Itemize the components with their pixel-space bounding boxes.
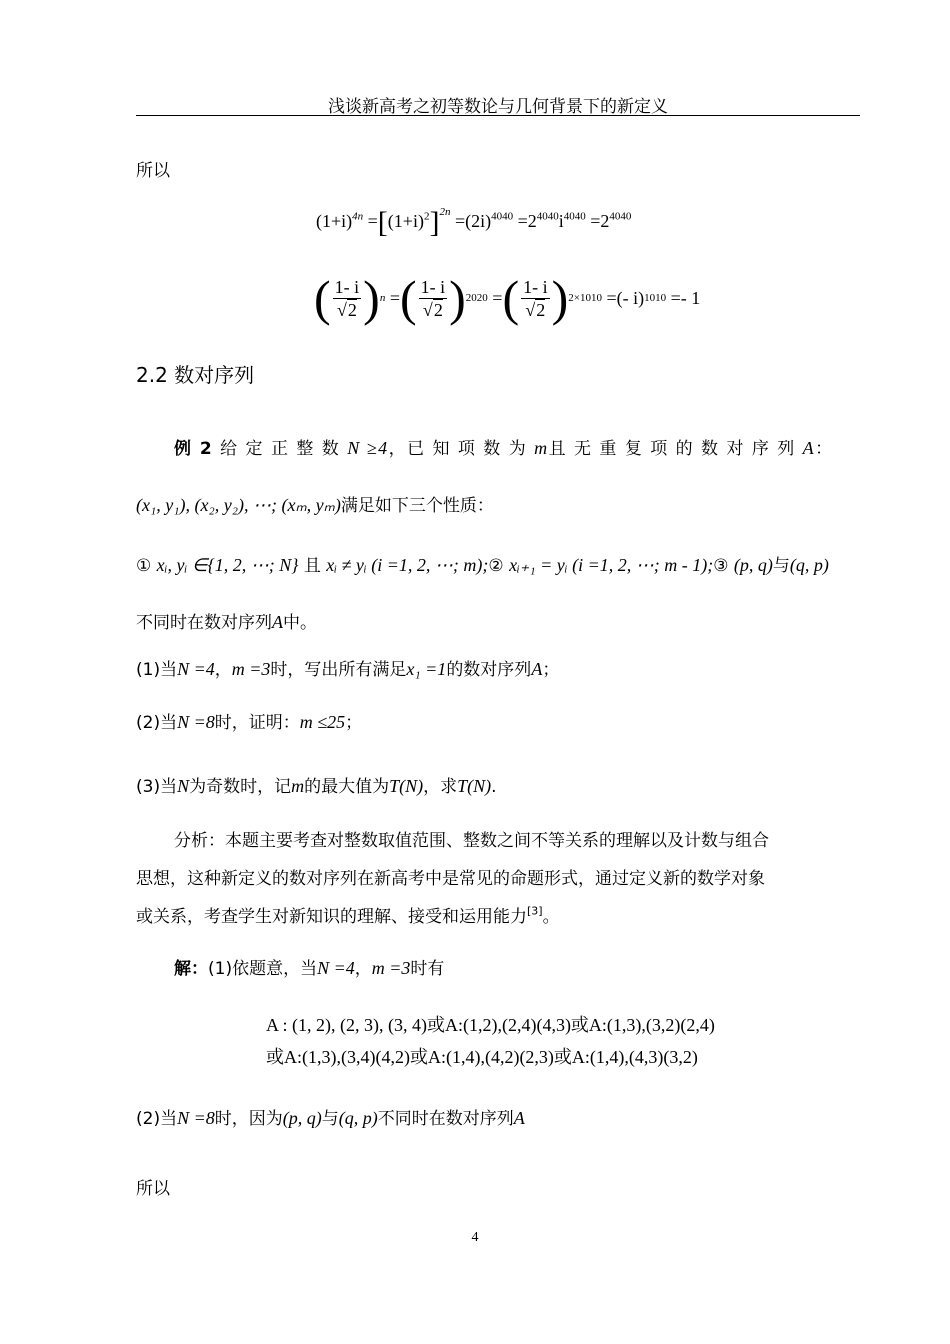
page-header: 浅谈新高考之初等数论与几何背景下的新定义	[328, 97, 668, 117]
answer-line-2: 或A:(1,3),(3,4)(4,2)或A:(1,4),(4,2)(2,3)或A:(1,4),(4,3)(3,2)	[266, 1047, 698, 1067]
answer-line-1: A : (1, 2), (2, 3), (3, 4)或A:(1,2),(2,4)(4,3)或A:(1,3),(3,2)(2,4)	[266, 1015, 715, 1035]
sequence-line	[136, 491, 494, 516]
example-intro	[174, 434, 834, 459]
example-colon: ：	[815, 439, 834, 459]
prop2-mark: ②	[488, 556, 504, 576]
equation-2: ( $\frac{1- i}{√2}$ ) n = ( $\frac{1- i}{√2}$ ) 2020 = ( $\frac{1- i}{√2}$ ) 2×1010 =(- i) 1010 =- 1	[314, 270, 701, 326]
prop2-expr: xᵢ₊₁ = yᵢ (i =1, 2, ⋯; m - 1);	[509, 555, 714, 575]
prop3-qp: (q, p)	[789, 555, 829, 575]
question-1: (1)当N =4，m =3时，写出所有满足x₁ =1的数对序列A；	[136, 659, 560, 680]
eq1-step2: =(2i)	[454, 211, 492, 232]
solution-part-1: 解：(1)依题意，当N =4，m =3时有	[174, 958, 445, 979]
prop1-expr: xᵢ, yᵢ ∈{1, 2, ⋯; N}	[156, 555, 299, 575]
prop1-mark: ①	[136, 556, 152, 576]
citation-ref: [3]	[527, 904, 543, 918]
analysis-line-3: 或关系，考查学生对新知识的理解、接受和运用能力[3]。	[136, 904, 560, 927]
header-rule	[136, 115, 860, 116]
eq1-lhs-exp: 4n	[352, 210, 364, 223]
prop3-mark: ③	[713, 556, 729, 576]
eq1-bracket-inner-exp: 2	[423, 210, 430, 223]
properties-line	[136, 551, 829, 576]
prop1b-expr: xᵢ ≠ yᵢ (i =1, 2, ⋯; m);	[326, 555, 489, 575]
prop3-join: 与	[772, 556, 790, 576]
eq1-step3-exp1: 4040	[536, 210, 559, 223]
eq2-final: =- 1	[670, 287, 701, 308]
eq2-rhs: =(- i)	[606, 287, 645, 308]
eq1-lhs: (1+i)	[316, 211, 353, 232]
solution-part-2: (2)当N =8时，因为(p, q)与(q, p)不同时在数对序列A	[136, 1108, 525, 1129]
example-cond: N ≥4	[347, 438, 389, 458]
page-number: 4	[471, 1230, 479, 1245]
sequence-expr: (x₁, y₁), (x₂, y₂), ⋯; (xₘ, yₘ)	[136, 495, 341, 515]
eq2-fraction-2: $\frac{1- i}{√2}$	[420, 276, 446, 320]
tail-label: 所以	[136, 1179, 170, 1199]
eq1-step3-exp2: 4040	[563, 210, 586, 223]
eq2-fraction-1: $\frac{1- i}{√2}$	[334, 276, 360, 320]
eq1-step3-i: i	[558, 211, 564, 232]
analysis-line-2: 思想，这种新定义的数对序列在新高考中是常见的命题形式，通过定义新的数学对象	[136, 869, 765, 889]
eq1-step4: =2	[590, 211, 610, 232]
prop3-tail: 不同时在数对序列A中。	[136, 612, 317, 633]
analysis-line-1: 分析：本题主要考查对整数取值范围、整数之间不等关系的理解以及计数与组合	[174, 831, 769, 851]
example-mid2: 且 无 重 复 项 的 数 对 序 列	[548, 439, 796, 459]
eq1-step2-exp: 4040	[491, 210, 514, 223]
eq1-bracket-inner: (1+i)	[387, 211, 424, 232]
question-3: (3)当N为奇数时，记m的最大值为T(N)，求T(N).	[136, 776, 497, 797]
example-label: 例 2	[174, 439, 214, 459]
eq1-step4-exp: 4040	[609, 210, 632, 223]
sequence-tail: 满足如下三个性质：	[340, 496, 494, 516]
prop1-join: 且	[303, 556, 321, 576]
eq1-step3: =2	[517, 211, 537, 232]
solution-label: 解：	[174, 959, 208, 979]
example-A-var: A	[802, 438, 816, 458]
example-m-var: m	[534, 438, 549, 458]
section-heading: 2.2 数对序列	[136, 363, 255, 387]
example-intro-text: 给 定 正 整 数	[220, 439, 341, 459]
question-2: (2)当N =8时，证明：m ≤25；	[136, 712, 363, 733]
prop3-pq: (p, q)	[733, 555, 773, 575]
eq1-bracket-exp: 2n	[439, 206, 451, 219]
equation-1: $(1+i)^{4n} =[(1+i)^2]^{2n} =(2i)^{4040} =2^{4040}i^{4040} =2^{4040}$	[316, 206, 632, 239]
intro-label: 所以	[136, 161, 170, 181]
example-mid: ，已 知 项 数 为	[388, 439, 528, 459]
eq2-fraction-3: $\frac{1- i}{√2}$	[523, 276, 548, 320]
